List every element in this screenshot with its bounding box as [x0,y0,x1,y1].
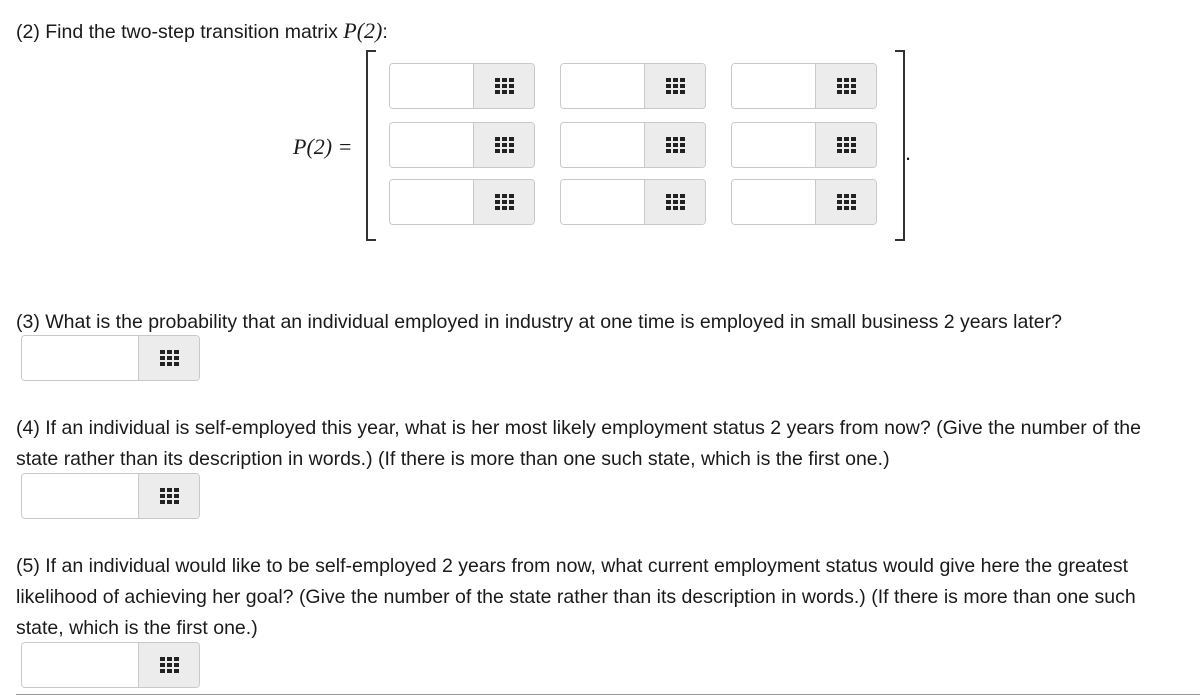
keypad-grid-icon [837,194,856,210]
matrix-cell-2-2[interactable] [560,122,706,168]
keypad-grid-icon [837,137,856,153]
answer-box-q3[interactable] [21,335,200,381]
matrix-cell-1-3[interactable] [731,63,877,109]
question-2 [16,15,388,48]
keypad-grid-icon [160,350,179,366]
keypad-grid-icon [495,78,514,94]
keypad-grid-icon [666,78,685,94]
keypad-button[interactable] [473,123,534,167]
matrix-cell-2-1[interactable] [389,122,535,168]
answer-input-q4[interactable] [22,474,138,518]
matrix-cell-2-3[interactable] [731,122,877,168]
matrix-cell-1-2[interactable] [560,63,706,109]
question-3: (3) What is the probability that an individual employed in industry at one time is employed in small business 2 years later? [16,311,1062,333]
matrix-cell-input[interactable] [390,123,473,167]
keypad-grid-icon [666,194,685,210]
question-2-colon: : [382,21,388,43]
matrix-cell-input[interactable] [732,64,815,108]
keypad-grid-icon [666,137,685,153]
matrix-cell-3-3[interactable] [731,179,877,225]
matrix-cell-3-2[interactable] [560,179,706,225]
matrix-cell-input[interactable] [561,180,644,224]
matrix-cell-1-1[interactable] [389,63,535,109]
keypad-button[interactable] [815,180,876,224]
keypad-button[interactable] [644,64,705,108]
keypad-button[interactable] [473,64,534,108]
keypad-button-q5[interactable] [138,643,199,687]
question-2-text: (2) Find the two-step transition matrix [16,21,344,43]
keypad-button-q4[interactable] [138,474,199,518]
matrix-cell-input[interactable] [732,123,815,167]
question-2-math: P(2) [343,18,383,43]
keypad-grid-icon [160,488,179,504]
answer-input-q3[interactable] [22,336,138,380]
keypad-button[interactable] [644,123,705,167]
matrix-left-bracket [366,50,376,241]
keypad-button[interactable] [815,64,876,108]
keypad-grid-icon [495,194,514,210]
matrix-lhs-label: P(2) = [293,134,353,159]
matrix-cell-input[interactable] [732,180,815,224]
answer-box-q5[interactable] [21,642,200,688]
matrix-cell-input[interactable] [390,180,473,224]
question-4: (4) If an individual is self-employed this year, what is her most likely employment status 2 years from now? (Give the number of the state rather than its description in words.) (If there is more than one such state, which is the first one.) [16,417,1141,470]
answer-box-q4[interactable] [21,473,200,519]
keypad-button[interactable] [473,180,534,224]
keypad-grid-icon [495,137,514,153]
keypad-button[interactable] [644,180,705,224]
matrix-cell-input[interactable] [561,64,644,108]
matrix-cell-3-1[interactable] [389,179,535,225]
keypad-button[interactable] [815,123,876,167]
matrix-right-bracket [895,50,905,241]
keypad-button-q3[interactable] [138,336,199,380]
bottom-divider [16,694,1200,695]
matrix-cell-input[interactable] [390,64,473,108]
keypad-grid-icon [837,78,856,94]
keypad-grid-icon [160,657,179,673]
matrix-period: . [905,140,912,165]
answer-input-q5[interactable] [22,643,138,687]
matrix-cell-input[interactable] [561,123,644,167]
question-5: (5) If an individual would like to be self-employed 2 years from now, what current employment status would give here the greatest likelihood of achieving her goal? (Give the number of the state rather than its description in words.) (If there is more than one such state, which is the first one.) [16,555,1136,639]
